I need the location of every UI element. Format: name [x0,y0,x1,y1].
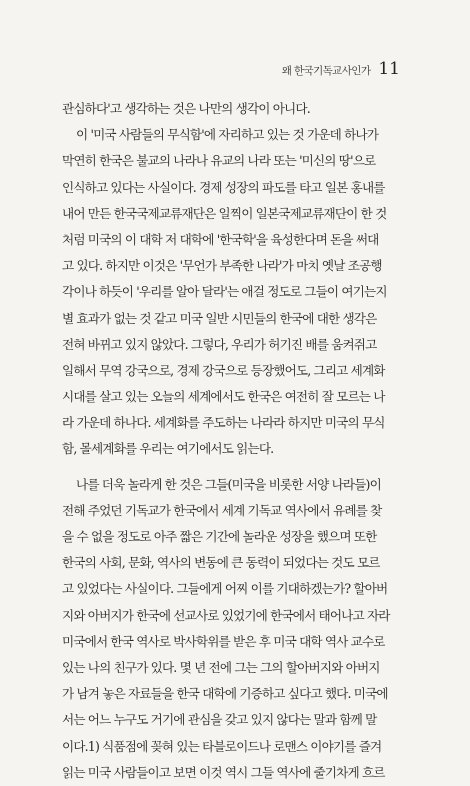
text-line: 읽는 미국 사람들이고 보면 이것 역시 그들 역사에 줄기차게 흐르 [62,764,385,780]
text-line: 인식하고 있다는 사실이다. 경제 성장의 파도를 타고 일본 홍내를 [62,179,385,195]
paragraph-spacer [62,463,410,472]
text-line: 라 가운데 하나다. 세계화를 주도하는 나라라 하지만 미국의 무식 [62,415,385,431]
text-line: 관심하다'고 생각하는 것은 나만의 생각이 아니다. [62,101,310,116]
text-line: 각이나 하듯이 '우리를 알아 달라'는 애걸 정도로 그들이 여기는지 [62,284,387,300]
text-line: 나를 더욱 놀라게 한 것은 그들(미국을 비롯한 서양 나라들)이 [76,476,381,492]
text-line: 이다.1) 식품점에 꽂혀 있는 타블로이드나 로맨스 이야기를 즐겨 [62,738,382,754]
text-line: 한국의 사회, 문화, 역사의 변동에 큰 동력이 되었다는 것도 모르 [62,555,380,571]
text-line: 함, 몰세계화를 우리는 여기에서도 읽는다. [62,441,274,457]
text-line: 미국에서 한국 역사로 박사학위를 받은 후 미국 대학 역사 교수로 [62,633,385,649]
paragraph-3 [62,472,410,786]
text-line: 전해 주었던 기독교가 한국에서 세계 기독교 역사에서 유례를 찾 [62,502,382,518]
text-line: 처럼 미국의 이 대학 저 대학에 '한국학'을 육성한다며 돈을 써대 [62,231,379,247]
text-line: 을 수 없을 정도로 아주 짧은 기간에 놀라운 성장을 했으며 또한 [62,529,377,544]
text-line: 시대를 살고 있는 오늘의 세계에서도 한국은 여전히 잘 모르는 나 [62,389,385,405]
text-line: 전혀 바뀌고 있지 않았다. 그렇다, 우리가 허기진 배를 움켜쥐고 [62,336,377,352]
paragraph-1 [62,96,410,122]
text-line: 고 있었다는 사실이다. 그들에게 어찌 이를 기대하겠는가? 할아버 [62,581,388,597]
body-text [62,96,410,786]
text-line: 서는 어느 누구도 거기에 관심을 갖고 있지 않다는 말과 함께 말 [62,712,377,728]
running-head: 왜 한국기독교사인가 [281,65,371,77]
page-header [282,59,400,79]
text-line: 내어 만든 한국국제교류재단은 일찍이 일본국제교류재단이 한 것 [62,205,387,221]
text-line: 지와 아버지가 한국에 선교사로 있었기에 한국에서 태어나고 자라 [62,607,390,623]
page-number: 11 [378,59,400,79]
text-line: 이 '미국 사람들의 무식함'에 자리하고 있는 것 가운데 하나가 [76,127,379,143]
paragraph-2 [62,122,410,462]
text-line: 가 남겨 놓은 자료들을 한국 대학에 기증하고 싶다고 했다. 미국에 [62,686,388,702]
text-line: 고 있다. 하지만 이것은 '무언가 부족한 나라'가 마치 옛날 조공행 [62,258,382,274]
text-line: 일해서 무역 강국으로, 경제 강국으로 등장했어도, 그리고 세계화 [62,362,385,378]
text-line: 별 효과가 없는 것 같고 미국 일반 시민들의 한국에 대한 생각은 [62,310,377,326]
text-line: 막연히 한국은 불교의 나라나 유교의 나라 또는 '미신의 땅'으로 [62,153,376,169]
text-line: 있는 나의 친구가 있다. 몇 년 전에 그는 그의 할아버지와 아버지 [62,659,380,675]
